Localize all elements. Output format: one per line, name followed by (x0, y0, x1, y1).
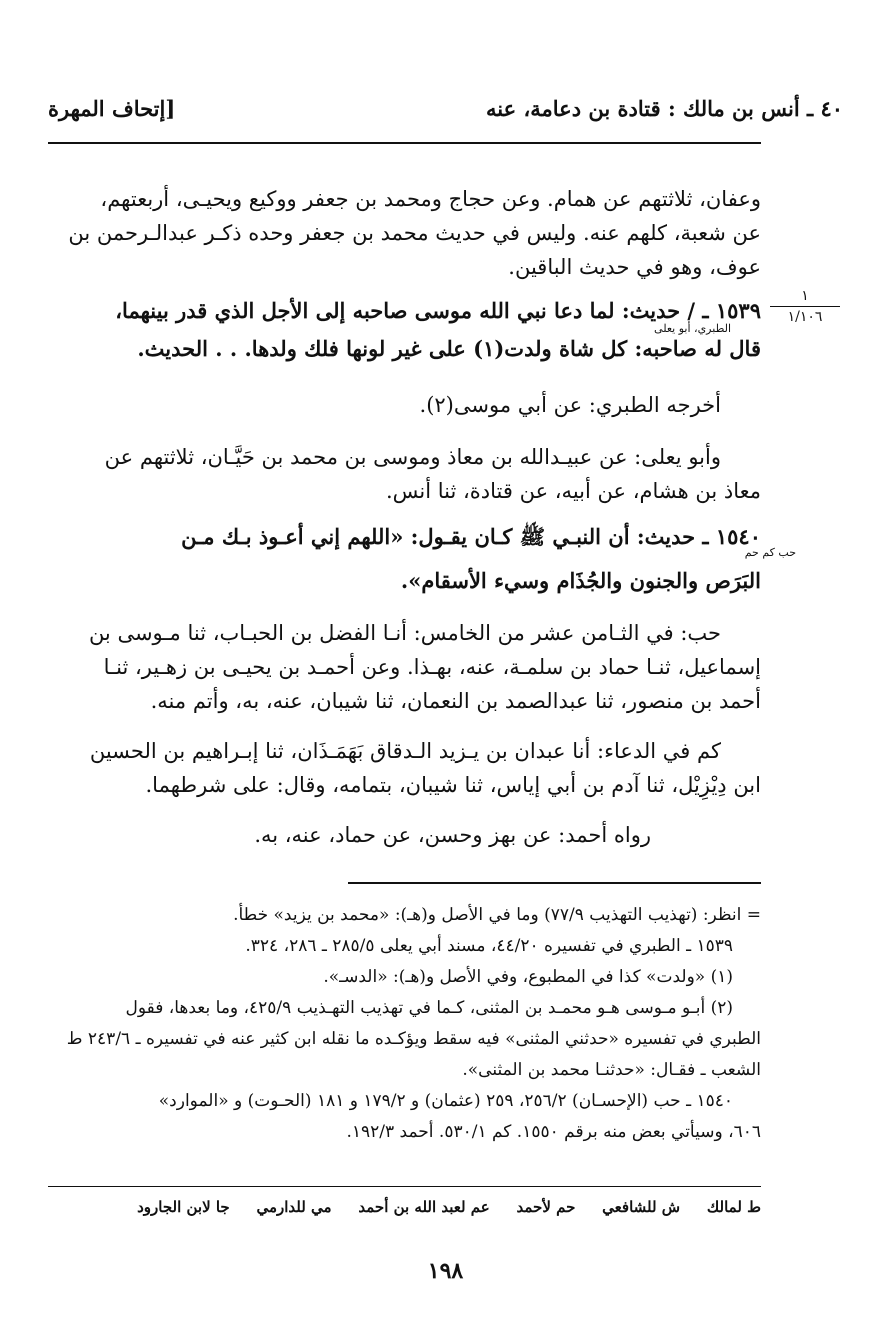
footnote-line: الشعب ـ فقـال: «حدثنـا محمد بن المثنى». (462, 1060, 761, 1080)
abbreviation: حم لأحمد (516, 1198, 576, 1216)
hadith-text: قال له صاحبه: كل شاة ولدت(١) على غير لونها فلك ولدها. . . الحديث. (137, 336, 761, 361)
footnote-rule (348, 882, 761, 884)
text-line: عوف، وهو في حديث الباقين. (508, 255, 761, 279)
hadith-heading: ١٥٤٠ ـ حديث: أن النبـي ﷺ كـان يقـول: «اللهم إني أعـوذ بـك مـن (181, 524, 761, 549)
text-line: وعفان، ثلاثتهم عن همام. وعن حجاج ومحمد بن جعفر ووكيع ويحيـى، أربعتهم، (100, 187, 761, 211)
text-line: ابن دِيْزِيْل، ثنا آدم بن أبي إياس، ثنا شيبان، بتمامه، وقال: على شرطهما. (145, 773, 761, 797)
footnote-line: (١) «ولدت» كذا في المطبوع، وفي الأصل و(هـ): «الدسـ». (323, 967, 733, 987)
footnote-line: الطبري في تفسيره «حدثني المثنى» فيه سقط ويؤكـده ما نقله ابن كثير عنه في تفسيره ـ ٢٤٣/٦ ط (66, 1029, 761, 1049)
abbreviations-key (48, 1198, 761, 1216)
text-line: حب: في الثـامن عشر من الخامس: أنـا الفضل بن الحبـاب، ثنا مـوسى بن (88, 621, 721, 645)
citation-block (48, 616, 761, 718)
footnote-line: (٢) أبـو مـوسى هـو محمـد بن المثنى، كـما في تهذيب التهـذيب ٤٢٥/٩، وما بعدها، فقول (125, 998, 733, 1018)
text-line: رواه أحمد: عن بهز وحسن، عن حماد، عنه، به. (254, 823, 651, 847)
citation-block (48, 734, 761, 802)
text-line: عن شعبة، كلهم عنه. وليس في حديث محمد بن جعفر وحده ذكـر عبدالـرحمن بن (68, 221, 761, 245)
text-line: وأبو يعلى: عن عبيـدالله بن معاذ وموسى بن محمد بن حَيَّـان، ثلاثتهم عن (104, 445, 721, 469)
hadith-heading: ١٥٣٩ ـ / حديث: لما دعا نبي الله موسى صاحبه إلى الأجل الذي قدر بينهما، (115, 298, 761, 323)
hadith-1540 (48, 520, 761, 598)
source-annotation-1540: حب كم حم (744, 546, 796, 559)
text-line: إسماعيل، ثنـا حماد بن سلمـة، عنه، بهـذا. وعن أحمـد بن يحيـى بن زهـير، ثنـا (103, 655, 761, 679)
abbreviation: عم لعبد الله بن أحمد (358, 1198, 490, 1216)
margin-reference (770, 288, 840, 325)
abbreviation: جا لابن الجارود (137, 1198, 230, 1216)
hadith-text: البَرَص والجنون والجُذَام وسيء الأسقام». (400, 568, 761, 593)
abbreviation: ش للشافعي (602, 1198, 681, 1216)
main-text (48, 182, 761, 284)
abbreviations-rule (48, 1186, 761, 1187)
page-number: ١٩٨ (427, 1258, 464, 1284)
source-annotation-1539: الطبري، أبو يعلى (654, 322, 731, 335)
text-line: معاذ بن هشام، عن أبيه، عن قتادة، ثنا أنس. (385, 479, 761, 503)
footnote-line: = انظر: (تهذيب التهذيب ٧٧/٩) وما في الأصل و(هـ): «محمد بن يزيد» خطأ. (233, 905, 761, 925)
abbreviation: مي للدارمي (256, 1198, 332, 1216)
text-line: كم في الدعاء: أنا عبدان بن يـزيد الـدقاق بَهَمَـذَان، ثنا إبـراهيم بن الحسين (89, 739, 721, 763)
running-header-book: [إتحاف المهرة (48, 96, 176, 121)
footnote-line: ١٥٤٠ ـ حب (الإحسـان) ٢٥٦/٢، ٢٥٩ (عثمان) و ١٧٩/٢ و ١٨١ (الحـوت) و «الموارد» (158, 1091, 733, 1111)
text-line: أحمد بن منصور، ثنا عبدالصمد بن النعمان، ثنا شيبان، عنه، به، وأتم منه. (150, 689, 761, 713)
running-header-title: ٤٠ ـ أنس بن مالك : قتادة بن دعامة، عنه (486, 96, 843, 121)
citation-block (48, 818, 761, 852)
margin-note-divider (770, 306, 840, 307)
hadith-1539 (48, 294, 761, 366)
footnotes (48, 900, 761, 1148)
margin-note-bottom: ١/١٠٦ (787, 309, 823, 325)
citation-block (48, 440, 761, 508)
text-line: أخرجه الطبري: عن أبي موسى(٢). (419, 393, 721, 417)
citation-block (48, 388, 761, 422)
footnote-line: ١٥٣٩ ـ الطبري في تفسيره ٤٤/٢٠، مسند أبي يعلى ٢٨٥/٥ ـ ٢٨٦، ٣٢٤. (245, 936, 733, 956)
footnote-line: ٦٠٦، وسيأتي بعض منه برقم ١٥٥٠. كم ٥٣٠/١. أحمد ١٩٢/٣. (346, 1122, 761, 1142)
margin-note-top: ١ (801, 288, 809, 304)
header-rule (48, 142, 761, 144)
abbreviation: ط لمالك (706, 1198, 761, 1216)
